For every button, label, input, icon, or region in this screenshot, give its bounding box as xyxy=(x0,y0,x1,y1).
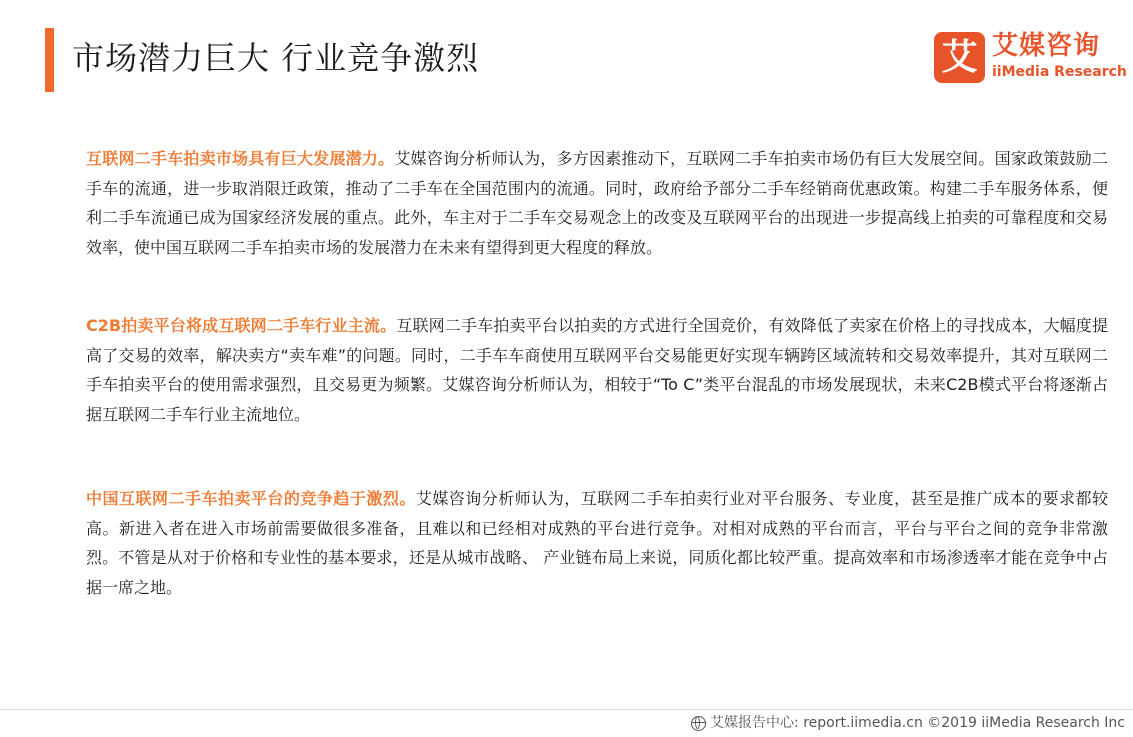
logo-subtitle: iiMedia Research xyxy=(992,64,1127,80)
paragraph-body: 艾媒咨询分析师认为，多方因素推动下，互联网二手车拍卖市场仍有巨大发展空间。国家政策鼓励二手车的流通，进一步取消限迁政策，推动了二手车在全国范围内的流通。同时，政府给予部分二手车经销商优惠政策。构建二手车服务体系，便利二手车流通已成为国家经济发展的重点。此外，车主对于二手车交易观念上的改变及互联网平台的出现进一步提高线上拍卖的可靠程度和交易效率，使中国互联网二手车拍卖市场的发展潜力在未来有望得到更大程度的释放。 xyxy=(86,149,1108,257)
page-title: 市场潜力巨大 行业竞争激烈 xyxy=(72,39,480,77)
footer-divider xyxy=(0,709,1133,710)
footer xyxy=(691,712,1125,734)
logo-name: 艾媒咨询 xyxy=(992,31,1101,61)
paragraph-market-potential xyxy=(86,144,1108,262)
paragraph-lead: 互联网二手车拍卖市场具有巨大发展潜力。 xyxy=(86,149,395,168)
paragraph-lead: C2B拍卖平台将成互联网二手车行业主流。 xyxy=(86,316,397,335)
report-content xyxy=(86,144,1108,602)
paragraph-competition xyxy=(86,484,1108,602)
footer-text: 艾媒报告中心: report.iimedia.cn ©2019 iiMedia Research Inc xyxy=(710,715,1125,731)
paragraph-body: 互联网二手车拍卖平台以拍卖的方式进行全国竞价，有效降低了卖家在价格上的寻找成本，大幅度提高了交易的效率，解决卖方“卖车难”的问题。同时，二手车车商使用互联网平台交易能更好实现车辆跨区域流转和交易效率提升，其对互联网二手车拍卖平台的使用需求强烈，且交易更为频繁。艾媒咨询分析师认为，相较于“To C”类平台混乱的市场发展现状，未来C2B模式平台将逐渐占据互联网二手车行业主流地位。 xyxy=(86,316,1108,424)
paragraph-body: 艾媒咨询分析师认为，互联网二手车拍卖行业对平台服务、专业度，甚至是推广成本的要求都较高。新进入者在进入市场前需要做很多准备，且难以和已经相对成熟的平台进行竞争。对相对成熟的平台而言，平台与平台之间的竞争非常激烈。不管是从对于价格和专业性的基本要求，还是从城市战略、 产业链布局上来说，同质化都比较严重。提高效率和市场渗透率才能在竞争中占据一席之地。 xyxy=(86,489,1108,597)
globe-icon xyxy=(691,716,706,731)
iimedia-logo xyxy=(934,31,1127,84)
paragraph-lead: 中国互联网二手车拍卖平台的竞争趋于激烈。 xyxy=(86,489,416,508)
title-accent-bar xyxy=(45,28,54,92)
paragraph-c2b-mainstream xyxy=(86,311,1108,429)
logo-mark-icon: 艾 xyxy=(934,32,985,83)
